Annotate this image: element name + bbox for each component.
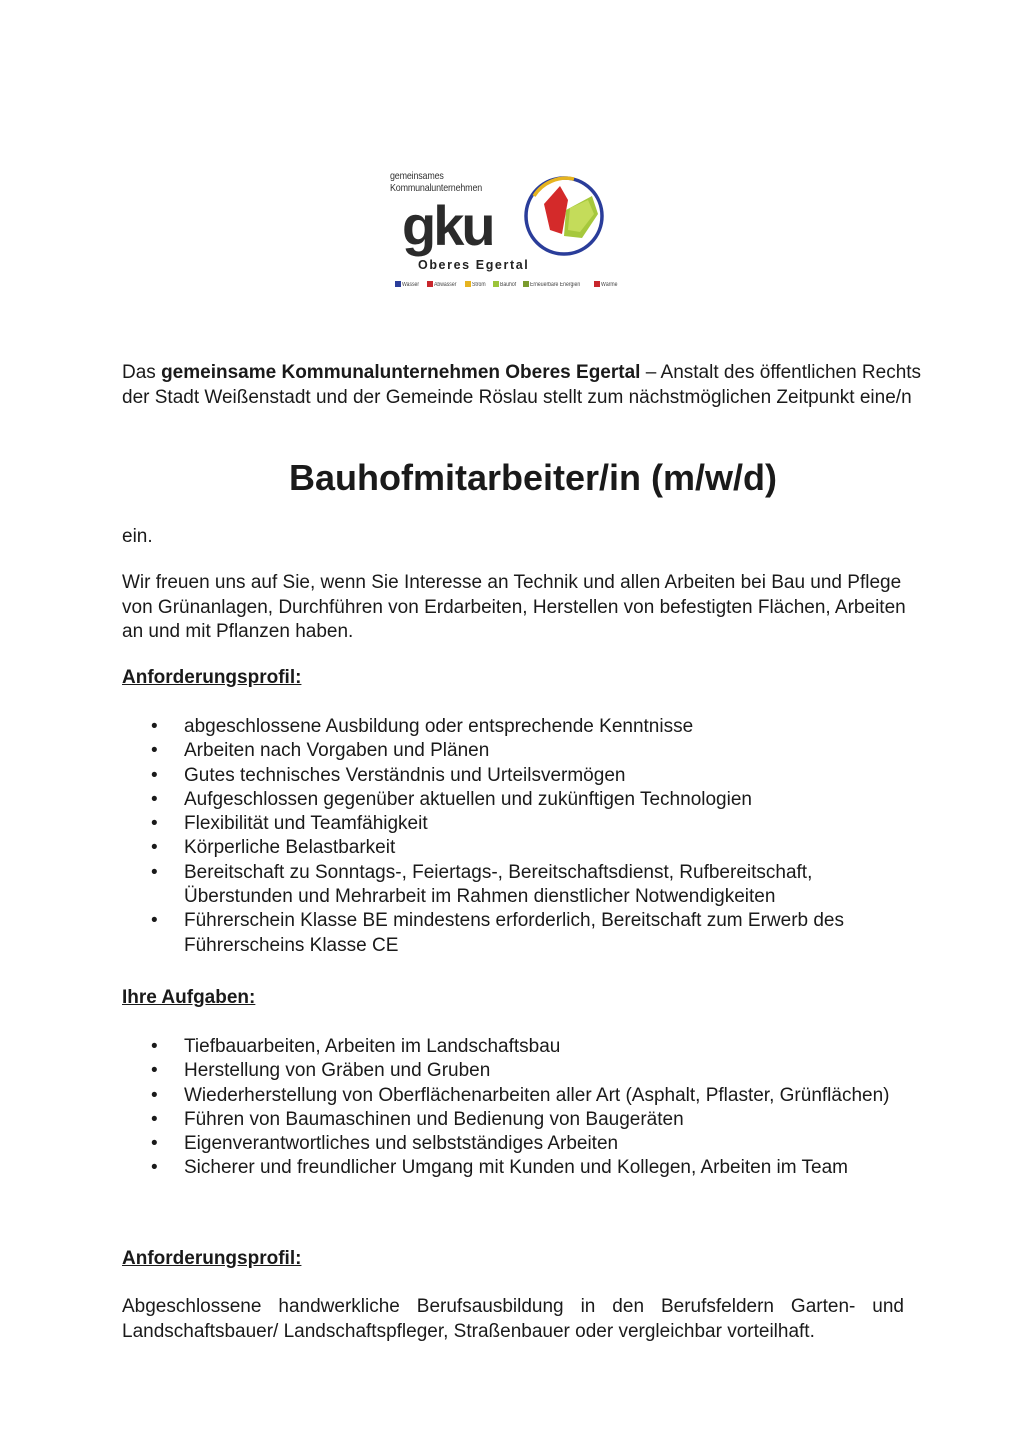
intro-paragraph [122, 361, 922, 410]
job-title: Bauhofmitarbeiter/in (m/w/d) [288, 457, 778, 498]
list-item [122, 1084, 912, 1108]
list-item [122, 836, 912, 860]
legend-label: Wasser [402, 282, 420, 288]
list-item [122, 739, 912, 763]
legend-swatch-renewables [523, 281, 529, 287]
logo-tagline [390, 170, 482, 194]
list-item-text: Flexibilität und Teamfähigkeit [184, 813, 428, 835]
legend-swatch-depot [493, 281, 499, 287]
bullet: • [151, 837, 158, 859]
legend-label: Bauhof [499, 282, 516, 288]
list-item-text: Führerschein Klasse BE mindestens erforderlich, Bereitschaft zum Erwerb des Führerscheins Klasse CE [184, 910, 844, 956]
section-heading-tasks: Ihre Aufgaben: [122, 987, 256, 1008]
logo-emblem-icon [522, 174, 606, 258]
list-item-text: Aufgeschlossen gegenüber aktuellen und zukünftigen Technologien [184, 788, 752, 810]
company-name: gemeinsame Kommunalunternehmen Oberes Egertal [161, 362, 641, 383]
list-item [122, 1132, 912, 1156]
bullet: • [151, 1036, 158, 1057]
list-item-text: Wiederherstellung von Oberflächenarbeiten aller Art (Asphalt, Pflaster, Grünflächen) [184, 1084, 890, 1106]
list-item-text: Eigenverantwortliches und selbstständiges Arbeiten [184, 1133, 619, 1155]
tasks-list [122, 1035, 912, 1181]
description-paragraph: Wir freuen uns auf Sie, wenn Sie Interesse an Technik und allen Arbeiten bei Bau und Pflege von Grünanlagen, Durchführen von Erdarbeiten, Herstellen von befestigten Flächen, Arbeiten an und mit Pflanzen haben. [122, 572, 906, 642]
bullet: • [151, 740, 158, 762]
bullet: • [151, 1133, 158, 1155]
logo-tagline-line2: Kommunalunternehmen [390, 182, 483, 194]
legend-label: Abwasser [433, 282, 457, 288]
list-item [122, 1059, 912, 1083]
bullet: • [151, 716, 158, 737]
list-item-text: Körperliche Belastbarkeit [184, 837, 396, 859]
legend-label: Erneuerbare Energien [530, 282, 581, 288]
legend-swatch-wastewater [427, 281, 433, 287]
bullet: • [151, 861, 158, 883]
bullet: • [151, 813, 158, 835]
section-heading-requirements-2: Anforderungsprofil: [122, 1248, 302, 1269]
list-item [122, 1108, 912, 1132]
bullet: • [151, 764, 158, 786]
legend-swatch-power [465, 281, 471, 287]
requirements-list [122, 715, 912, 958]
list-item [122, 909, 912, 958]
list-item [122, 715, 912, 739]
intro-before: Das [122, 362, 162, 383]
logo-subtitle: Oberes Egertal [418, 258, 530, 272]
list-item-text: Sicherer und freundlicher Umgang mit Kunden und Kollegen, Arbeiten im Team [184, 1157, 848, 1179]
list-item-text: abgeschlossene Ausbildung oder entsprechende Kenntnisse [184, 716, 694, 737]
bullet: • [151, 1084, 158, 1106]
list-item-text: Herstellung von Gräben und Gruben [184, 1060, 491, 1082]
list-item-text: Gutes technisches Verständnis und Urteilsvermögen [184, 764, 626, 786]
legend-swatch-water [395, 281, 401, 287]
list-item-text: Arbeiten nach Vorgaben und Plänen [184, 740, 490, 762]
intro-ending: ein. [122, 526, 153, 547]
legend-swatch-heat [594, 281, 600, 287]
bullet: • [151, 788, 158, 810]
list-item [122, 788, 912, 812]
list-item [122, 812, 912, 836]
legend-label: Wärme [600, 282, 618, 288]
list-item [122, 1156, 912, 1180]
list-item [122, 764, 912, 788]
list-item [122, 861, 912, 910]
bullet: • [151, 910, 158, 932]
bullet: • [151, 1108, 158, 1130]
list-item-text: Führen von Baumaschinen und Bedienung von Baugeräten [184, 1108, 684, 1130]
bullet: • [151, 1060, 158, 1082]
bullet: • [151, 1157, 158, 1179]
company-logo [388, 168, 618, 296]
list-item [122, 1035, 912, 1059]
logo-legend [392, 281, 620, 291]
logo-tagline-line1: gemeinsames [390, 170, 444, 182]
list-item-text: Tiefbauarbeiten, Arbeiten im Landschaftsbau [184, 1036, 561, 1057]
section-heading-requirements: Anforderungsprofil: [122, 667, 302, 688]
intro-after: – Anstalt des öffentlichen Rechts der Stadt Weißenstadt und der Gemeinde Röslau stellt zum nächstmöglichen Zeitpunkt eine/n [122, 362, 922, 408]
legend-label: Strom [471, 282, 486, 288]
list-item-text: Bereitschaft zu Sonntags-, Feiertags-, Bereitschaftsdienst, Rufbereitschaft, Überstunden und Mehrarbeit im Rahmen dienstlicher Notwendigkeiten [184, 861, 813, 908]
qualification-paragraph: Abgeschlossene handwerkliche Berufsausbildung in den Berufsfeldern Garten- und Landschaftsbauer/ Landschaftspfleger, Straßenbauer oder vergleichbar vorteilhaft. [122, 1296, 904, 1342]
logo-wordmark: gku [402, 194, 493, 257]
